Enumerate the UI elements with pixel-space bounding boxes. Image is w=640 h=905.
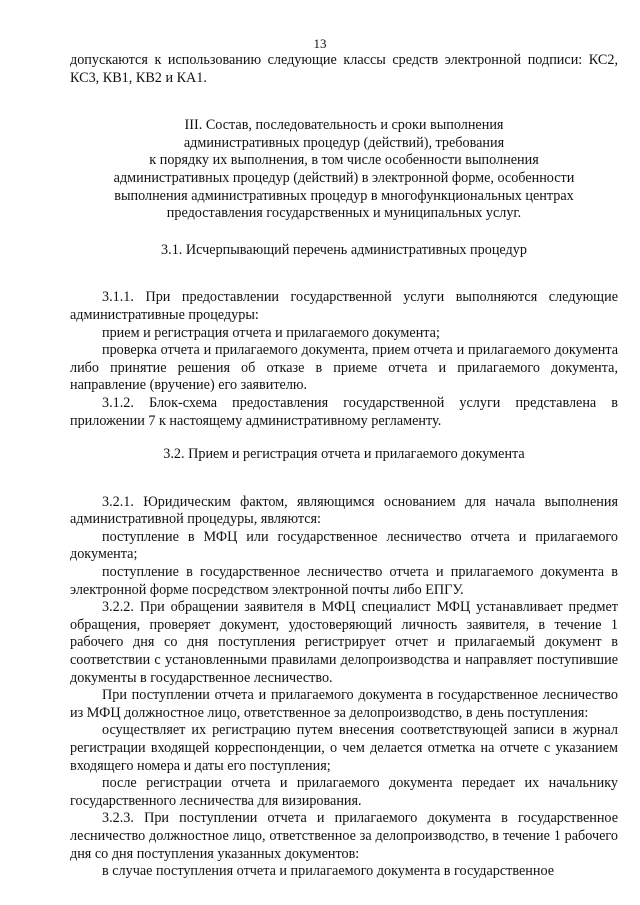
page-number: 13 [313, 36, 327, 51]
section-title-line: административных процедур (действий) в электронной форме, особенности [113, 169, 575, 186]
paragraph: При поступлении отчета и прилагаемого документа в государственное лесничество из МФЦ должностное лицо, ответственное за делопроизводство, в день поступления: [70, 687, 618, 721]
subsection-title-3-2: 3.2. Прием и регистрация отчета и прилагаемого документа [163, 446, 525, 463]
paragraph: 3.2.1. Юридическим фактом, являющимся основанием для начала выполнения административной процедуры, являются: [70, 493, 618, 528]
paragraph: 3.1.1. При предоставлении государственной услуги выполняются следующие административные процедуры: [70, 289, 618, 323]
section-title-line: III. Состав, последовательность и сроки выполнения [184, 117, 504, 134]
paragraph: поступление в МФЦ или государственное лесничество отчета и прилагаемого документа; [70, 528, 618, 563]
paragraph: поступление в государственное лесничество отчета и прилагаемого документа в электронной форме посредством электронной почты либо ЕПГУ. [70, 564, 618, 598]
subsection-title-3-1: 3.1. Исчерпывающий перечень административных процедур [161, 241, 527, 258]
paragraph: осуществляет их регистрацию путем внесения соответствующей записи в журнал регистрации входящей корреспонденции, о чем делается отметка на отчете с указанием входящего номера и даты его поступления; [70, 722, 618, 774]
section-title-line: предоставления государственных и муниципальных услуг. [166, 205, 522, 222]
document-body [70, 52, 618, 881]
paragraph: прием и регистрация отчета и прилагаемого документа; [102, 324, 440, 341]
paragraph: 3.2.2. При обращении заявителя в МФЦ специалист МФЦ устанавливает предмет обращения, проверяет документ, удостоверяющий личность заявителя, в течение 1 рабочего дня со дня поступления регистрирует отчет и прилагаемый документ в соответствии с установленными правилами делопроизводства и направляет поступившие документы в государственное лесничество. [70, 599, 618, 686]
paragraph: 3.1.2. Блок-схема предоставления государственной услуги представлена в приложении 7 к настоящему административному регламенту. [70, 394, 618, 429]
intro-paragraph: допускаются к использованию следующие классы средств электронной подписи: КС2, КС3, КВ1, КВ2 и КА1. [70, 52, 618, 86]
paragraph: 3.2.3. При поступлении отчета и прилагаемого документа в государственное лесничество должностное лицо, ответственное за делопроизводство, в течение 1 рабочего дня со дня поступления указанных документов: [70, 810, 618, 862]
section-title-line: к порядку их выполнения, в том числе особенности выполнения [149, 152, 539, 169]
paragraph: в случае поступления отчета и прилагаемого документа в государственное [102, 863, 555, 880]
section-title [70, 117, 618, 223]
paragraph: проверка отчета и прилагаемого документа, прием отчета и прилагаемого документа либо принятие решения об отказе в приеме отчета и прилагаемого документа, направление (вручение) его заявителю. [70, 342, 618, 394]
paragraph: после регистрации отчета и прилагаемого документа передает их начальнику государственного лесничества для визирования. [70, 775, 618, 809]
section-title-line: выполнения административных процедур в многофункциональных центрах [114, 187, 574, 204]
section-title-line: административных процедур (действий), требования [183, 134, 505, 151]
